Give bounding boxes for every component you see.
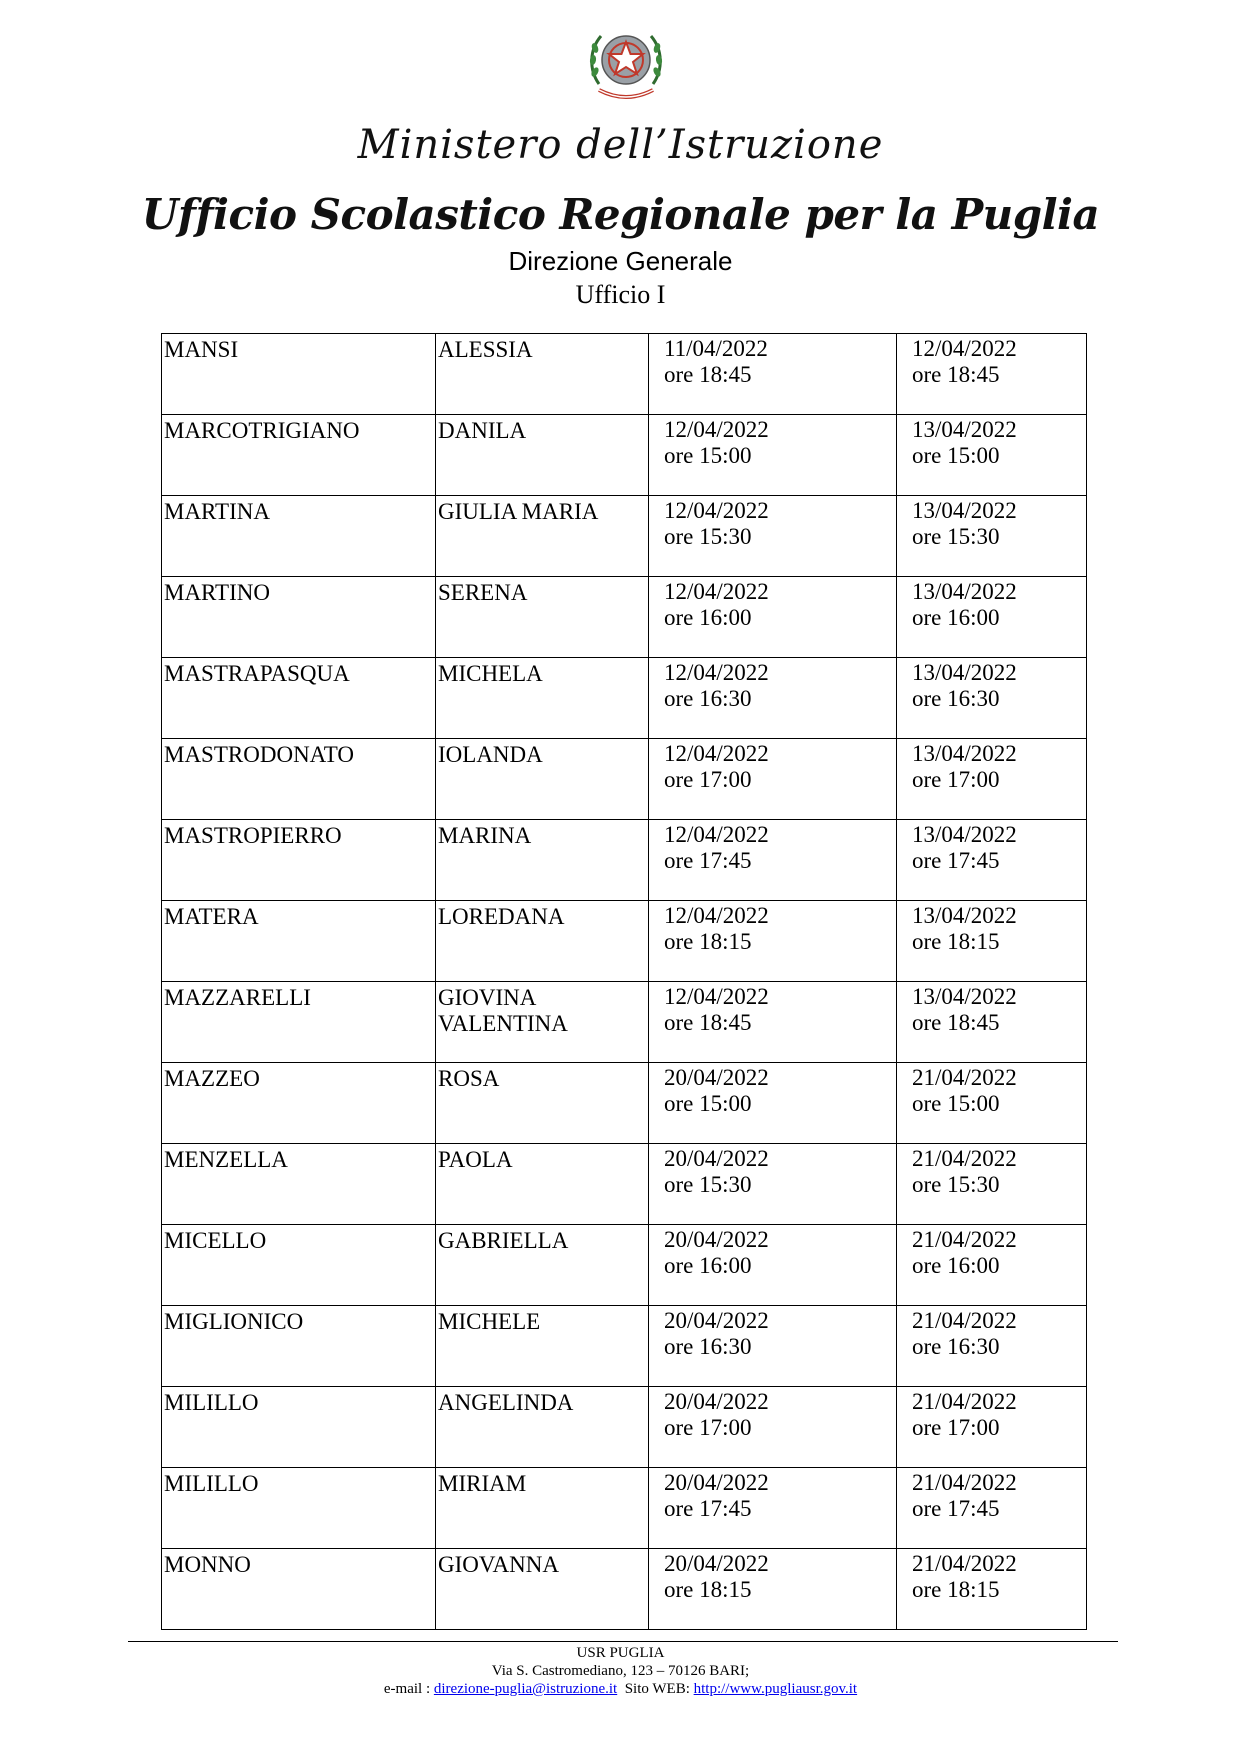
first-date-cell-line: 12/04/2022 — [664, 498, 769, 523]
surname-cell — [162, 739, 436, 820]
first-date-cell-line: 20/04/2022 — [664, 1551, 769, 1576]
second-date-cell — [897, 658, 1087, 739]
surname-cell — [162, 982, 436, 1063]
surname-cell-line: MILILLO — [164, 1390, 259, 1415]
first-date-cell — [649, 334, 897, 415]
firstname-cell — [436, 982, 649, 1063]
table-row — [162, 658, 1087, 739]
surname-cell — [162, 415, 436, 496]
second-date-cell — [897, 1468, 1087, 1549]
first-date-cell-line: ore 18:15 — [664, 1577, 752, 1602]
second-date-cell-line: 21/04/2022 — [912, 1551, 1017, 1576]
first-date-cell-line: ore 16:00 — [664, 1253, 752, 1278]
surname-cell-line: MASTRODONATO — [164, 742, 354, 767]
schedule-table — [161, 333, 1087, 1630]
second-date-cell-line: 21/04/2022 — [912, 1227, 1017, 1252]
second-date-cell-line: ore 17:00 — [912, 767, 1000, 792]
footer-org: USR PUGLIA — [576, 1645, 665, 1661]
table-row — [162, 1144, 1087, 1225]
surname-cell — [162, 577, 436, 658]
second-date-cell-line: 21/04/2022 — [912, 1470, 1017, 1495]
table-row — [162, 334, 1087, 415]
first-date-cell-line: 12/04/2022 — [664, 984, 769, 1009]
footer-contacts — [0, 1680, 1241, 1698]
firstname-cell-line: GIULIA MARIA — [438, 499, 599, 524]
second-date-cell-line: 13/04/2022 — [912, 984, 1017, 1009]
first-date-cell-line: 20/04/2022 — [664, 1146, 769, 1171]
firstname-cell-line: LOREDANA — [438, 904, 565, 929]
first-date-cell — [649, 415, 897, 496]
firstname-cell-line: PAOLA — [438, 1147, 513, 1172]
surname-cell-line: MENZELLA — [164, 1147, 288, 1172]
surname-cell-line: MIGLIONICO — [164, 1309, 304, 1334]
surname-cell-line: MASTROPIERRO — [164, 823, 342, 848]
second-date-cell-line: ore 15:30 — [912, 1172, 1000, 1197]
second-date-cell-line: 21/04/2022 — [912, 1065, 1017, 1090]
first-date-cell-line: ore 16:30 — [664, 686, 752, 711]
second-date-cell — [897, 496, 1087, 577]
second-date-cell — [897, 739, 1087, 820]
firstname-cell-line: MICHELE — [438, 1309, 541, 1334]
first-date-cell-line: ore 17:00 — [664, 1415, 752, 1440]
first-date-cell-line: ore 18:45 — [664, 362, 752, 387]
surname-cell — [162, 1306, 436, 1387]
second-date-cell — [897, 1144, 1087, 1225]
surname-cell — [162, 496, 436, 577]
surname-cell-line: MICELLO — [164, 1228, 267, 1253]
firstname-cell-line: ROSA — [438, 1066, 500, 1091]
first-date-cell-line: ore 15:30 — [664, 1172, 752, 1197]
firstname-cell-line: MARINA — [438, 823, 532, 848]
first-date-cell — [649, 1549, 897, 1630]
first-date-cell-line: 12/04/2022 — [664, 579, 769, 604]
first-date-cell — [649, 496, 897, 577]
second-date-cell-line: 21/04/2022 — [912, 1389, 1017, 1414]
second-date-cell-line: ore 17:00 — [912, 1415, 1000, 1440]
table-row — [162, 820, 1087, 901]
firstname-cell — [436, 1063, 649, 1144]
first-date-cell-line: 20/04/2022 — [664, 1227, 769, 1252]
first-date-cell — [649, 982, 897, 1063]
second-date-cell-line: ore 15:00 — [912, 1091, 1000, 1116]
table-row — [162, 1549, 1087, 1630]
web-label: Sito WEB: — [624, 1681, 694, 1697]
table-row — [162, 739, 1087, 820]
first-date-cell-line: ore 17:45 — [664, 848, 752, 873]
firstname-cell — [436, 334, 649, 415]
firstname-cell — [436, 820, 649, 901]
surname-cell-line: MILILLO — [164, 1471, 259, 1496]
footer-divider — [128, 1641, 1118, 1642]
first-date-cell — [649, 1144, 897, 1225]
second-date-cell-line: ore 17:45 — [912, 1496, 1000, 1521]
table-row — [162, 901, 1087, 982]
table-row — [162, 1468, 1087, 1549]
firstname-cell-line: GABRIELLA — [438, 1228, 569, 1253]
first-date-cell-line: 20/04/2022 — [664, 1065, 769, 1090]
surname-cell — [162, 334, 436, 415]
first-date-cell — [649, 658, 897, 739]
second-date-cell — [897, 1387, 1087, 1468]
first-date-cell-line: 12/04/2022 — [664, 741, 769, 766]
second-date-cell-line: 13/04/2022 — [912, 741, 1017, 766]
second-date-cell-line: 13/04/2022 — [912, 903, 1017, 928]
direction-title: Direzione Generale — [508, 246, 733, 276]
surname-cell-line: MATERA — [164, 904, 259, 929]
table-row — [162, 1063, 1087, 1144]
table-row — [162, 496, 1087, 577]
second-date-cell-line: ore 17:45 — [912, 848, 1000, 873]
firstname-cell-line: SERENA — [438, 580, 528, 605]
surname-cell-line: MARTINO — [164, 580, 270, 605]
surname-cell-line: MAZZEO — [164, 1066, 260, 1091]
table-row — [162, 1306, 1087, 1387]
second-date-cell-line: 21/04/2022 — [912, 1308, 1017, 1333]
firstname-cell — [436, 1468, 649, 1549]
ministry-title: Ministero dell’Istruzione — [357, 122, 884, 168]
first-date-cell-line: ore 18:45 — [664, 1010, 752, 1035]
surname-cell — [162, 1549, 436, 1630]
second-date-cell-line: 13/04/2022 — [912, 417, 1017, 442]
first-date-cell-line: ore 15:00 — [664, 1091, 752, 1116]
second-date-cell-line: ore 15:30 — [912, 524, 1000, 549]
first-date-cell-line: 12/04/2022 — [664, 660, 769, 685]
surname-cell-line: MARCOTRIGIANO — [164, 418, 360, 443]
firstname-cell — [436, 496, 649, 577]
second-date-cell — [897, 334, 1087, 415]
firstname-cell — [436, 739, 649, 820]
surname-cell — [162, 820, 436, 901]
first-date-cell — [649, 577, 897, 658]
second-date-cell-line: ore 16:30 — [912, 686, 1000, 711]
first-date-cell — [649, 1468, 897, 1549]
first-date-cell-line: 12/04/2022 — [664, 822, 769, 847]
firstname-cell — [436, 658, 649, 739]
second-date-cell — [897, 1549, 1087, 1630]
surname-cell — [162, 1063, 436, 1144]
first-date-cell-line: ore 18:15 — [664, 929, 752, 954]
firstname-cell — [436, 901, 649, 982]
first-date-cell-line: 20/04/2022 — [664, 1389, 769, 1414]
first-date-cell-line: ore 15:00 — [664, 443, 752, 468]
footer-address: Via S. Castromediano, 123 – 70126 BARI; — [491, 1663, 750, 1679]
first-date-cell — [649, 820, 897, 901]
second-date-cell-line: 13/04/2022 — [912, 822, 1017, 847]
email-link[interactable]: direzione-puglia@istruzione.it — [433, 1681, 618, 1697]
first-date-cell-line: ore 15:30 — [664, 524, 752, 549]
first-date-cell-line: 20/04/2022 — [664, 1470, 769, 1495]
second-date-cell-line: 13/04/2022 — [912, 579, 1017, 604]
second-date-cell — [897, 577, 1087, 658]
firstname-cell-line: DANILA — [438, 418, 527, 443]
firstname-cell-line: GIOVINA VALENTINA — [438, 985, 568, 1036]
first-date-cell-line: 11/04/2022 — [664, 336, 768, 361]
firstname-cell — [436, 1144, 649, 1225]
first-date-cell-line: ore 17:00 — [664, 767, 752, 792]
second-date-cell-line: ore 18:15 — [912, 1577, 1000, 1602]
table-row — [162, 577, 1087, 658]
firstname-cell-line: ANGELINDA — [438, 1390, 574, 1415]
first-date-cell-line: ore 16:00 — [664, 605, 752, 630]
first-date-cell — [649, 1306, 897, 1387]
second-date-cell-line: ore 16:00 — [912, 1253, 1000, 1278]
first-date-cell — [649, 739, 897, 820]
schedule-table-body — [162, 334, 1087, 1630]
unit-title: Ufficio I — [575, 280, 666, 309]
surname-cell — [162, 1225, 436, 1306]
first-date-cell — [649, 1387, 897, 1468]
firstname-cell-line: MIRIAM — [438, 1471, 527, 1496]
second-date-cell-line: ore 16:00 — [912, 605, 1000, 630]
italian-republic-emblem-icon — [585, 22, 667, 114]
second-date-cell — [897, 415, 1087, 496]
website-link[interactable]: http://www.pugliausr.gov.it — [693, 1681, 858, 1697]
surname-cell-line: MANSI — [164, 337, 239, 362]
firstname-cell-line: IOLANDA — [438, 742, 543, 767]
surname-cell — [162, 1387, 436, 1468]
firstname-cell — [436, 1306, 649, 1387]
second-date-cell — [897, 901, 1087, 982]
first-date-cell-line: ore 16:30 — [664, 1334, 752, 1359]
surname-cell — [162, 1144, 436, 1225]
table-row — [162, 1225, 1087, 1306]
firstname-cell — [436, 577, 649, 658]
second-date-cell — [897, 820, 1087, 901]
firstname-cell — [436, 415, 649, 496]
second-date-cell-line: ore 18:45 — [912, 1010, 1000, 1035]
firstname-cell-line: MICHELA — [438, 661, 543, 686]
second-date-cell-line: 21/04/2022 — [912, 1146, 1017, 1171]
email-label: e-mail : — [383, 1681, 434, 1697]
firstname-cell-line: ALESSIA — [438, 337, 533, 362]
first-date-cell-line: 12/04/2022 — [664, 903, 769, 928]
second-date-cell — [897, 982, 1087, 1063]
firstname-cell — [436, 1225, 649, 1306]
table-row — [162, 1387, 1087, 1468]
firstname-cell — [436, 1549, 649, 1630]
second-date-cell-line: 13/04/2022 — [912, 498, 1017, 523]
second-date-cell-line: 12/04/2022 — [912, 336, 1017, 361]
second-date-cell — [897, 1225, 1087, 1306]
first-date-cell — [649, 1225, 897, 1306]
surname-cell-line: MONNO — [164, 1552, 251, 1577]
surname-cell-line: MARTINA — [164, 499, 270, 524]
regional-office-title: Ufficio Scolastico Regionale per la Puglia — [141, 190, 1100, 239]
second-date-cell-line: 13/04/2022 — [912, 660, 1017, 685]
surname-cell — [162, 658, 436, 739]
first-date-cell-line: 20/04/2022 — [664, 1308, 769, 1333]
surname-cell — [162, 901, 436, 982]
firstname-cell — [436, 1387, 649, 1468]
surname-cell-line: MASTRAPASQUA — [164, 661, 350, 686]
second-date-cell-line: ore 15:00 — [912, 443, 1000, 468]
first-date-cell-line: ore 17:45 — [664, 1496, 752, 1521]
first-date-cell — [649, 1063, 897, 1144]
second-date-cell-line: ore 16:30 — [912, 1334, 1000, 1359]
footer — [0, 1644, 1241, 1698]
second-date-cell — [897, 1306, 1087, 1387]
firstname-cell-line: GIOVANNA — [438, 1552, 559, 1577]
surname-cell-line: MAZZARELLI — [164, 985, 311, 1010]
second-date-cell — [897, 1063, 1087, 1144]
table-row — [162, 982, 1087, 1063]
first-date-cell-line: 12/04/2022 — [664, 417, 769, 442]
surname-cell — [162, 1468, 436, 1549]
first-date-cell — [649, 901, 897, 982]
second-date-cell-line: ore 18:45 — [912, 362, 1000, 387]
table-row — [162, 415, 1087, 496]
second-date-cell-line: ore 18:15 — [912, 929, 1000, 954]
